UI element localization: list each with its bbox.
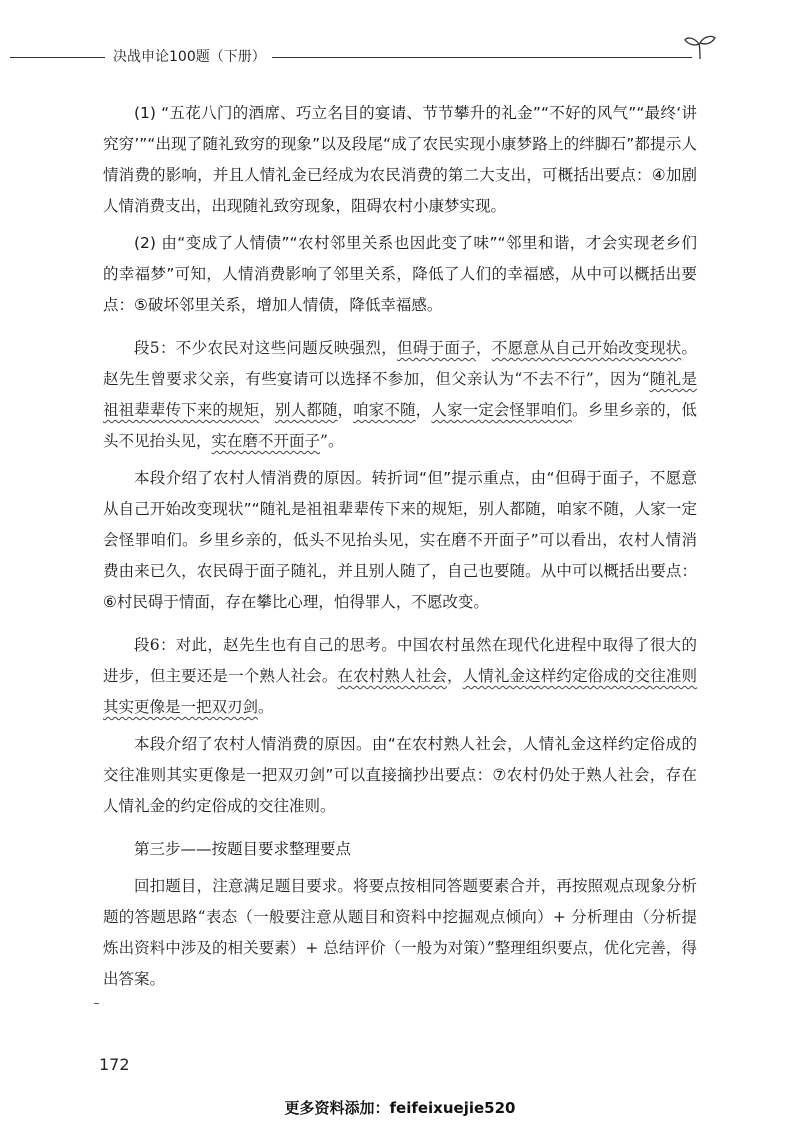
margin-mark (94, 1003, 99, 1004)
page-content (103, 98, 697, 995)
underlined-phrase: 人家一定会怪罪咱们 (431, 401, 572, 419)
text-run: ， (415, 401, 432, 419)
text-run: ， (337, 401, 354, 419)
text-run: 。乡里乡亲的，低头不见抬头见， (103, 401, 697, 450)
underlined-phrase: 在农村熟人社会 (337, 667, 447, 685)
text-run: 段6：对此，赵先生也有自己的思考。中国农村虽然在现代化进程中取得了很大的进步，但主要还是一个熟人社会。 (103, 636, 697, 685)
underlined-phrase: 咱家不随 (353, 401, 416, 419)
header-rule-left (10, 57, 105, 58)
source-paragraph-6 (103, 630, 697, 723)
text-run: ”。 (320, 432, 344, 450)
text-run: ， (446, 667, 463, 685)
text-run: 。 (258, 698, 274, 716)
header-rule-right (272, 57, 692, 58)
analysis-paragraph-5: 本段介绍了农村人情消费的原因。转折词“但”提示重点，由“但碍于面子，不愿意从自己开始改变现状”“随礼是祖祖辈辈传下来的规矩，别人都随，咱家不随，人家一定会怪罪咱们。乡里乡亲的，低头不见抬头见，实在磨不开面子”可以看出，农村人情消费由来已久，农民碍于面子随礼，并且别人随了，自己也要随。从中可以概括出要点：⑥村民碍于情面，存在攀比心理，怕得罪人，不愿改变。 (103, 469, 697, 611)
running-header (10, 40, 710, 70)
underlined-phrase: 不愿意从自己开始改变现状 (491, 339, 682, 357)
text-run: 。赵先生曾要求父亲，有些宴请可以选择不参加，但父亲认为“不去不行”，因为“ (103, 339, 697, 388)
page-number: 172 (99, 1055, 130, 1074)
text-run: ， (476, 339, 492, 357)
book-title: 决战申论100题（下册） (113, 49, 266, 65)
underlined-phrase: 但碍于面子 (397, 339, 477, 357)
analysis-paragraph-6: 本段介绍了农村人情消费的原因。由“在农村熟人社会，人情礼金这样约定俗成的交往准则其实更像是一把双刃剑”可以直接摘抄出要点：⑦农村仍处于熟人社会，存在人情礼金的约定俗成的交往准则。 (103, 735, 697, 815)
underlined-phrase: 人情礼金这样约定俗成的交往准则其实更像是一把双刃剑 (103, 667, 697, 716)
analysis-point-4: (1) “五花八门的酒席、巧立名目的宴请、节节攀升的礼金”“不好的风气”“最终‘讲究穷’”“出现了随礼致穷的现象”以及段尾“成了农民实现小康梦路上的绊脚石”都提示人情消费的影响，并且人情礼金已经成为农民消费的第二大支出，可概括出要点：④加剧人情消费支出，出现随礼致穷现象，阻碍农村小康梦实现。 (103, 104, 697, 215)
underlined-phrase: 实在磨不开面子 (211, 432, 321, 450)
analysis-point-5: (2) 由“变成了人情债”“农村邻里关系也因此变了味”“邻里和谐，才会实现老乡们的幸福梦”可知，人情消费影响了邻里关系，降低了人们的幸福感，从中可以概括出要点：⑤破坏邻里关系，增加人情债，降低幸福感。 (103, 234, 697, 314)
text-run: 段5：不少农民对这些问题反映强烈， (134, 339, 397, 357)
underlined-phrase: 随礼是祖祖辈辈传下来的规矩 (103, 370, 697, 419)
source-paragraph-5 (103, 333, 697, 457)
text-run: ， (259, 401, 275, 419)
step-3-body: 回扣题目，注意满足题目要求。将要点按相同答题要素合并，再按照观点现象分析题的答题思路“表态（一般要注意从题目和资料中挖掘观点倾向）+ 分析理由（分析提炼出资料中涉及的相关要素）+ 总结评价（一般为对策）”整理组织要点，优化完善，得出答案。 (103, 877, 697, 988)
step-3-heading: 第三步——按题目要求整理要点 (134, 840, 352, 858)
footer-note: 更多资料添加：feifeixuejie520 (284, 1099, 516, 1117)
sprout-icon (682, 34, 718, 60)
underlined-phrase: 别人都随 (274, 401, 338, 419)
